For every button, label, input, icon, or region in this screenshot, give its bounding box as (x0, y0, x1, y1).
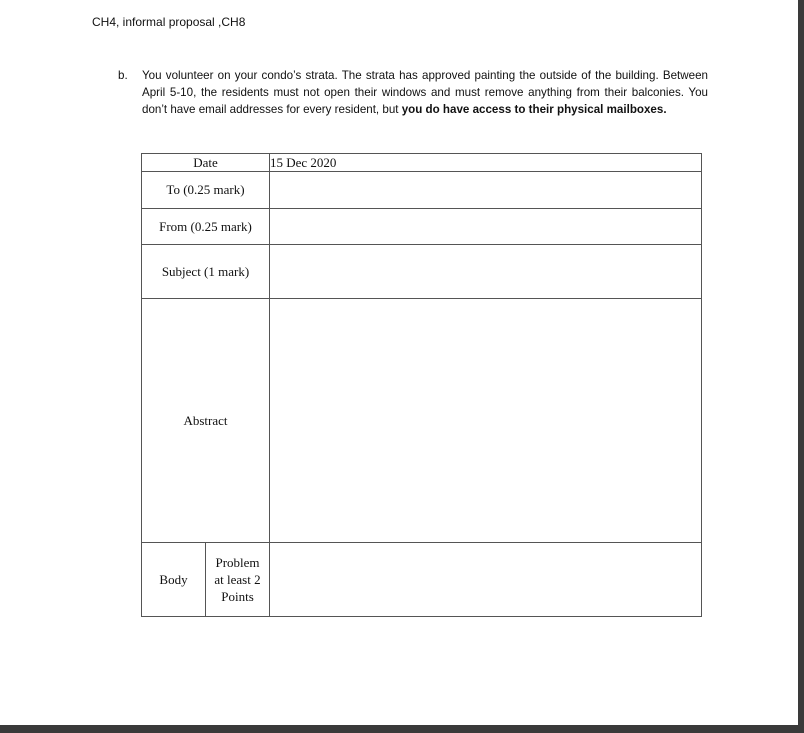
question-text (142, 67, 708, 118)
question-label: b. (118, 69, 128, 82)
problem-label (206, 543, 269, 616)
document-header: CH4, informal proposal ,CH8 (92, 15, 246, 29)
abstract-field[interactable] (270, 299, 702, 543)
subject-label: Subject (1 mark) (142, 245, 270, 299)
date-row (142, 154, 702, 172)
body-field[interactable] (270, 543, 702, 617)
page-edge-bottom (0, 725, 804, 733)
to-row (142, 172, 702, 209)
body-label-cell (142, 543, 270, 617)
from-row (142, 209, 702, 245)
from-label: From (0.25 mark) (142, 209, 270, 245)
date-label: Date (142, 154, 270, 172)
body-label: Body (142, 543, 206, 616)
question-block (118, 67, 708, 118)
abstract-row (142, 299, 702, 543)
from-field[interactable] (270, 209, 702, 245)
abstract-label: Abstract (142, 299, 270, 543)
page-edge-right (798, 0, 804, 733)
question-text-bold: you do have access to their physical mailboxes. (401, 103, 667, 116)
to-label: To (0.25 mark) (142, 172, 270, 209)
body-row (142, 543, 702, 617)
proposal-form-table (141, 153, 702, 617)
problem-line-2: at least 2 (214, 572, 261, 587)
problem-line-1: Problem (215, 555, 260, 570)
subject-row (142, 245, 702, 299)
subject-field[interactable] (270, 245, 702, 299)
to-field[interactable] (270, 172, 702, 209)
question-text-regular: You volunteer on your condo’s strata. The strata has approved painting the outside of the building. Between April 5-10, the residents must not open their windows and must remove anything from their balconies. You don’t have email addresses for every resident, but (142, 69, 708, 116)
problem-line-3: Points (221, 589, 254, 604)
date-value[interactable]: 15 Dec 2020 (270, 154, 702, 172)
